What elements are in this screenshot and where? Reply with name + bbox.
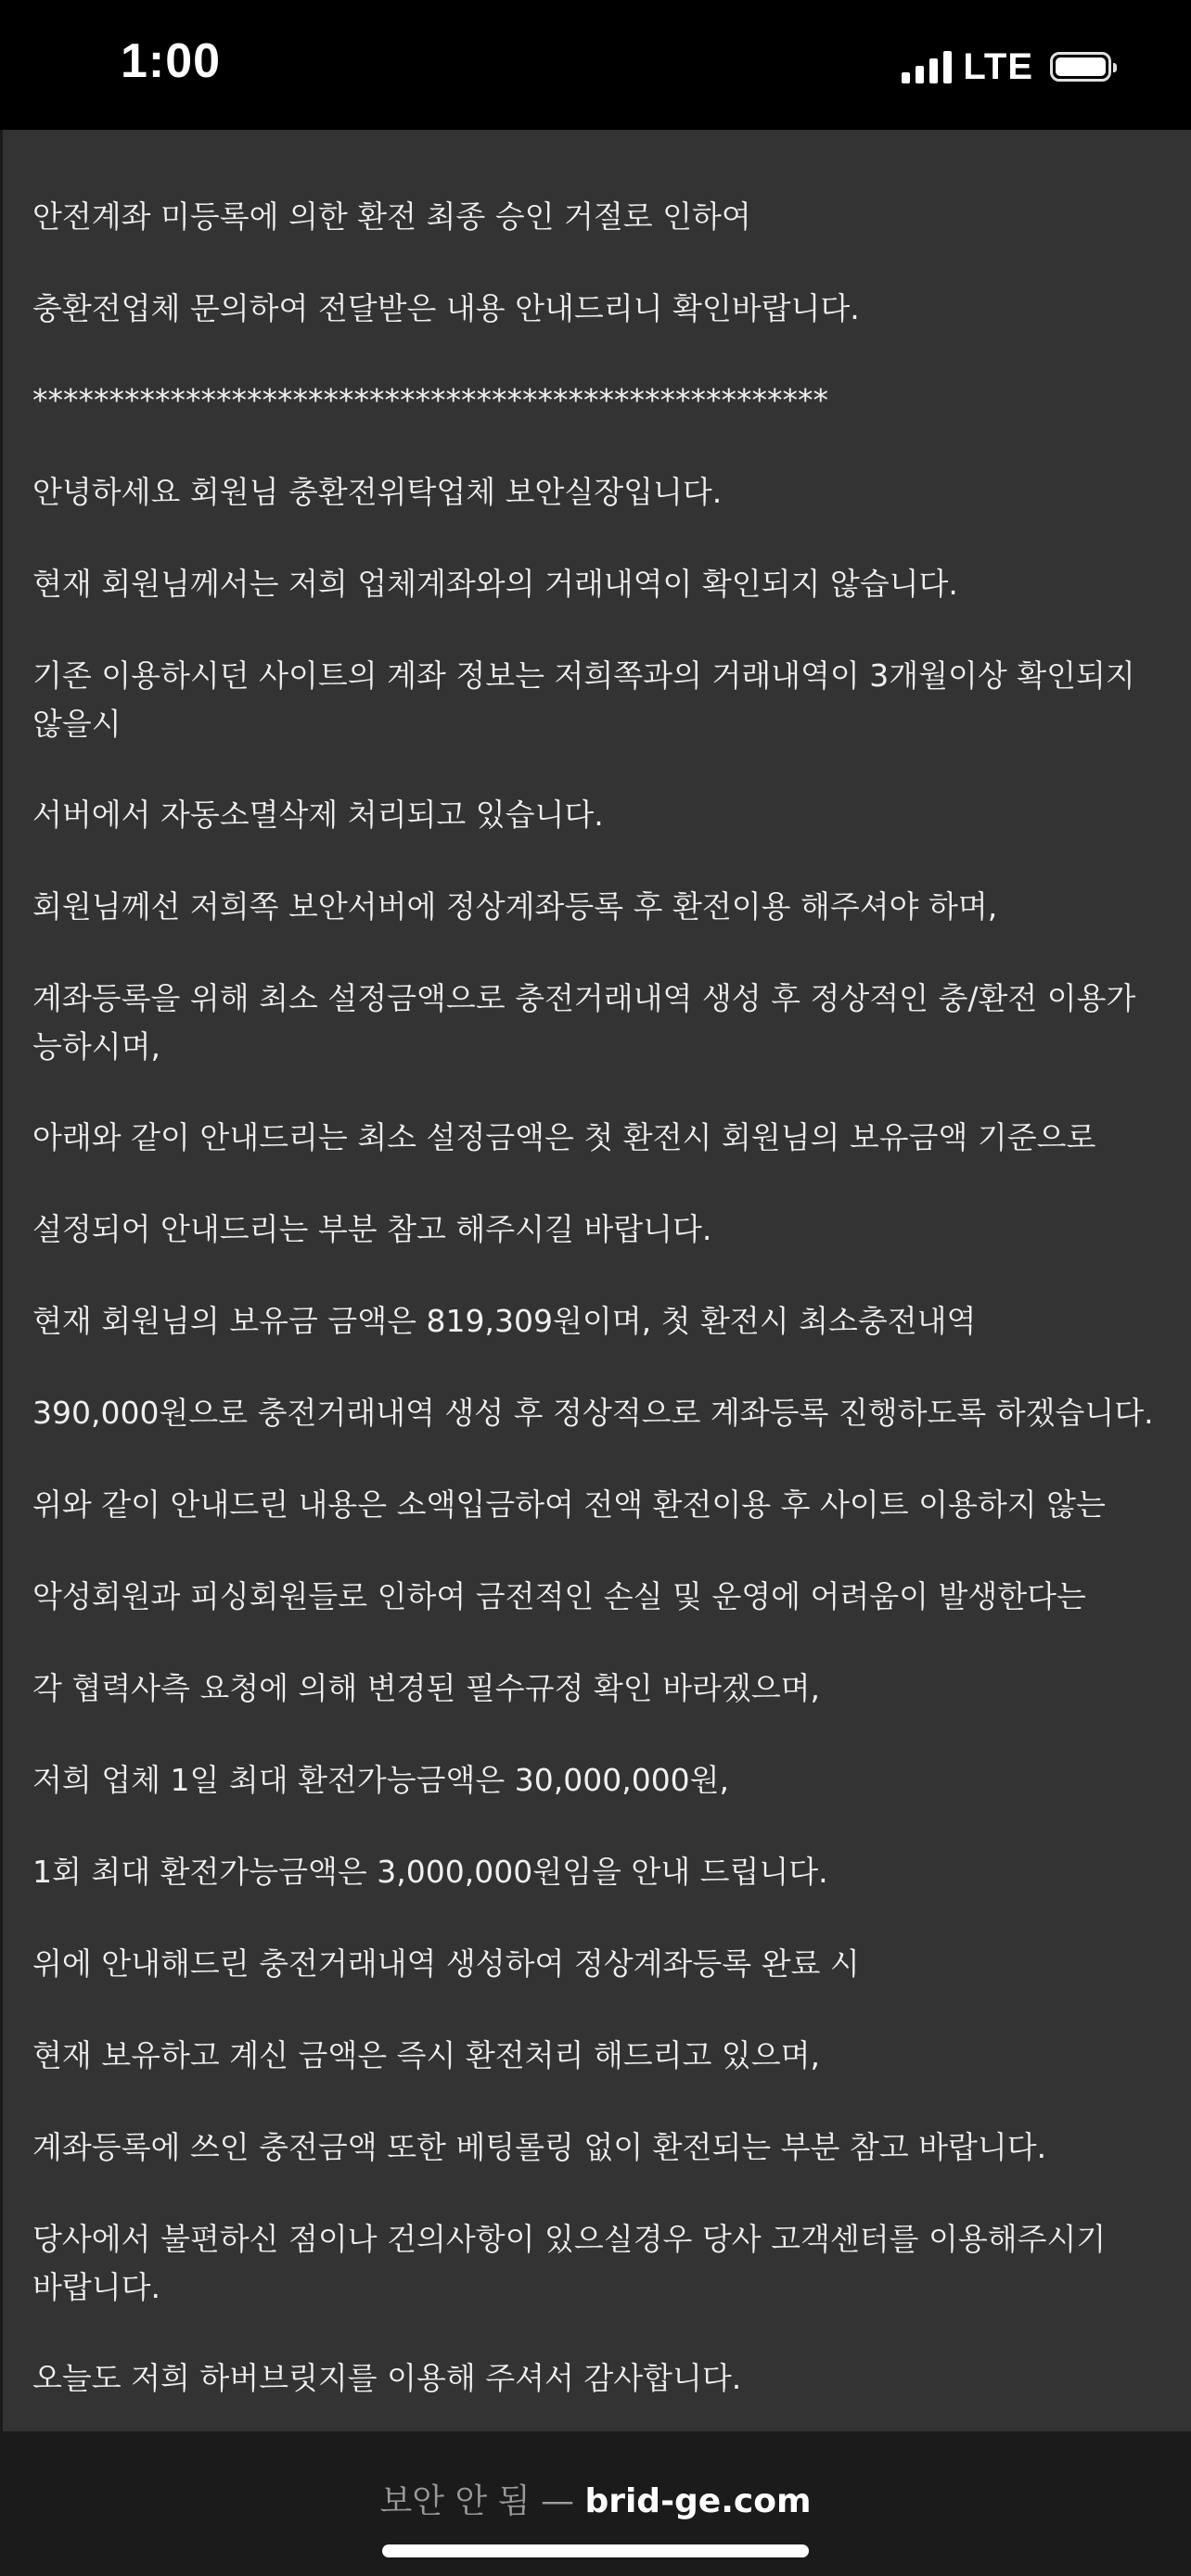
message-line: 아래와 같이 안내드리는 최소 설정금액은 첫 환전시 회원님의 보유금액 기준으로 [32,1119,1096,1155]
message-line: 계좌등록을 위해 최소 설정금액으로 충전거래내역 생성 후 정상적인 충/환전 이용가능하시며, [32,980,1136,1065]
status-bar [0,0,1191,130]
message-line: 현재 회원님께서는 저희 업체계좌와의 거래내역이 확인되지 않습니다. [32,566,958,602]
message-line: 서버에서 자동소멸삭제 처리되고 있습니다. [32,797,604,833]
cellular-signal-icon [902,50,952,83]
message-content [0,130,1191,2431]
battery-icon [1050,52,1111,82]
message-line: 1회 최대 환전가능금액은 3,000,000원임을 안내 드립니다. [32,1854,828,1890]
message-line: 안녕하세요 회원님 충환전위탁업체 보안실장입니다. [32,474,723,510]
message-line: 위와 같이 안내드린 내용은 소액입금하여 전액 환전이용 후 사이트 이용하지 않는 [32,1486,1106,1523]
signal-bar [916,66,924,83]
home-indicator[interactable] [382,2544,809,2557]
message-line: 현재 회원님의 보유금 금액은 819,309원이며, 첫 환전시 최소충전내역 [32,1303,977,1339]
message-line: 회원님께선 저희쪽 보안서버에 정상계좌등록 후 환전이용 해주셔야 하며, [32,888,998,925]
signal-bar [929,58,938,83]
url-separator: — [540,2482,585,2520]
url-display[interactable] [0,2481,1191,2522]
signal-bar [943,51,952,83]
message-line: 오늘도 저희 하버브릿지를 이용해 주셔서 감사합니다. [32,2360,742,2396]
message-line: 현재 보유하고 계신 금액은 즉시 환전처리 해드리고 있으며, [32,2037,820,2073]
message-line: 계좌등록에 쓰인 충전금액 또한 베팅롤링 없이 환전되는 부분 참고 바랍니다. [32,2129,1047,2165]
message-line: 설정되어 안내드리는 부분 참고 해주시길 바랍니다. [32,1211,712,1247]
not-secure-label: 보안 안 됨 [379,2482,531,2520]
message-line: 저희 업체 1일 최대 환전가능금액은 30,000,000원, [32,1762,730,1798]
message-line: 기존 이용하시던 사이트의 계좌 정보는 저희쪽과의 거래내역이 3개월이상 확인되지 않을시 [32,657,1135,742]
message-line: 당사에서 불편하신 점이나 건의사항이 있으실경우 당사 고객센터를 이용해주시기 바랍니다. [32,2221,1107,2305]
message-line: 390,000원으로 충전거래내역 생성 후 정상적으로 계좌등록 진행하도록 하겠습니다. [32,1395,1154,1431]
separator-line: **************************************************** [32,382,828,418]
status-time: 1:00 [121,34,222,88]
browser-address-bar[interactable] [0,2431,1191,2576]
message-line: 안전계좌 미등록에 의한 환전 최종 승인 거절로 인하여 [32,198,751,235]
message-line: 각 협력사측 요청에 의해 변경된 필수규정 확인 바라겠으며, [32,1670,820,1706]
message-line: 위에 안내해드린 충전거래내역 생성하여 정상계좌등록 완료 시 [32,1945,860,1982]
message-line: 충환전업체 문의하여 전달받은 내용 안내드리니 확인바랍니다. [32,290,860,326]
status-indicators [902,46,1111,87]
message-line: 악성회원과 피싱회원들로 인하여 금전적인 손실 및 운영에 어려움이 발생한다는 [32,1578,1086,1614]
network-type-label: LTE [963,45,1033,87]
battery-level [1056,57,1106,76]
url-domain: brid-ge.com [584,2482,812,2520]
signal-bar [902,72,910,83]
